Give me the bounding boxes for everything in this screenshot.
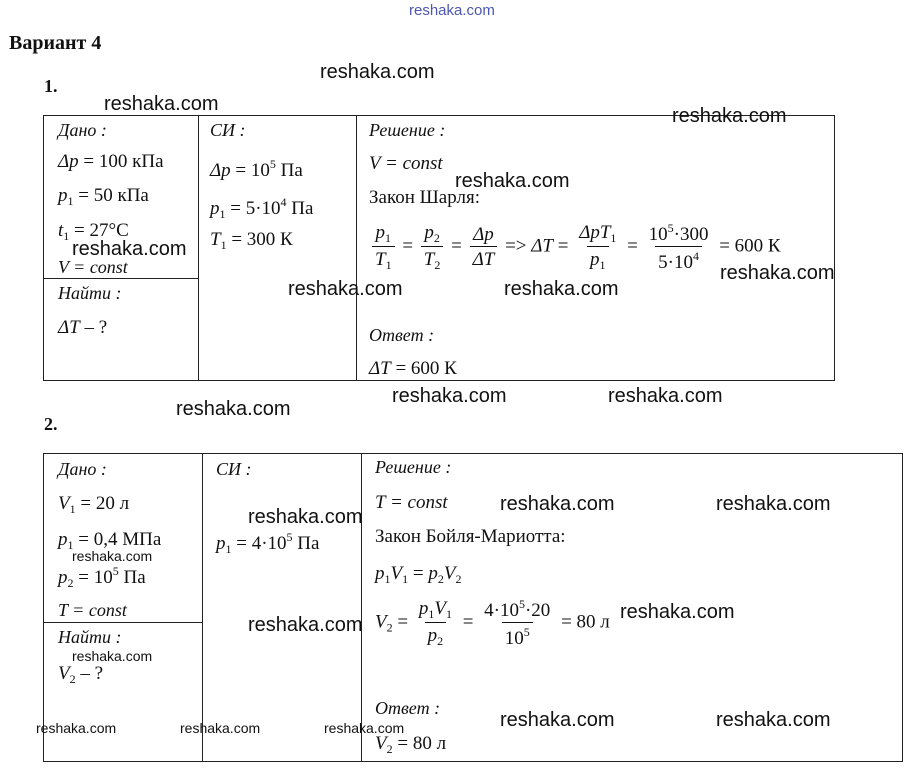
solution-law: Закон Бойля-Мариотта: [375, 526, 566, 547]
site-watermark[interactable]: reshaka.com [716, 493, 831, 515]
site-watermark[interactable]: reshaka.com [72, 648, 153, 664]
site-watermark[interactable]: reshaka.com [248, 506, 363, 528]
page-title: Вариант 4 [9, 32, 102, 54]
site-watermark[interactable]: reshaka.com [620, 601, 735, 623]
site-watermark-top[interactable]: reshaka.com [409, 2, 495, 19]
si-label: СИ : [210, 120, 246, 140]
solution-formula: $\frac{p_1}{T_1}$ = $\frac{p_2}{T_2}$ = $\frac{\Delta p}{\Delta T}$ => ΔT = $\frac{\Delta pT_1}{p_1}$ = $\frac{10^5\cdot 300}{5\cdot 10^4}$ = 600 К [369, 222, 781, 272]
answer-label: Ответ : [369, 325, 435, 345]
site-watermark[interactable]: reshaka.com [320, 61, 435, 83]
si-t1: $T_1 = 300$ К [210, 229, 293, 252]
site-watermark[interactable]: reshaka.com [180, 720, 261, 736]
solution-process: V = const [369, 153, 443, 174]
site-watermark[interactable]: reshaka.com [500, 709, 615, 731]
answer-value: ΔT = 600 К [369, 358, 457, 379]
solution-process: T = const [375, 492, 448, 513]
given-v1: $V_1 = 20$ л [58, 493, 130, 516]
given-p1: $p_1 = 50$ кПа [58, 185, 149, 208]
problem-1-number: 1. [44, 76, 58, 96]
site-watermark[interactable]: reshaka.com [504, 278, 619, 300]
site-watermark[interactable]: reshaka.com [500, 493, 615, 515]
find-v2: $V_2$ – ? [58, 663, 104, 686]
site-watermark[interactable]: reshaka.com [716, 709, 831, 731]
given-label: Дано : [58, 459, 107, 479]
given-process: T = const [58, 600, 127, 620]
site-watermark[interactable]: reshaka.com [720, 262, 835, 284]
si-label: СИ : [216, 459, 252, 479]
site-watermark[interactable]: reshaka.com [672, 105, 787, 127]
solution-label: Решение : [369, 120, 446, 140]
site-watermark[interactable]: reshaka.com [455, 170, 570, 192]
solution-label: Решение : [375, 457, 452, 477]
si-p1: $p_1 = 5\cdot 10^4$ Па [210, 195, 314, 221]
site-watermark[interactable]: reshaka.com [392, 385, 507, 407]
given-process: V = const [58, 257, 128, 277]
si-p1: $p_1 = 4\cdot 10^5$ Па [216, 530, 320, 556]
find-label: Найти : [58, 627, 122, 647]
site-watermark[interactable]: reshaka.com [36, 720, 117, 736]
problem-2-number: 2. [44, 414, 58, 434]
given-delta-p: Δp = 100 кПа [58, 151, 164, 172]
si-delta-p: $\Delta p = 10^5$ Па [210, 157, 303, 181]
site-watermark[interactable]: reshaka.com [72, 548, 153, 564]
answer-value: $V_2 = 80$ л [375, 733, 447, 756]
given-label: Дано : [58, 120, 107, 140]
answer-label: Ответ : [375, 698, 441, 718]
site-watermark[interactable]: reshaka.com [248, 614, 363, 636]
site-watermark[interactable]: reshaka.com [608, 385, 723, 407]
site-watermark[interactable]: reshaka.com [324, 720, 405, 736]
solution-equation: $p_1V_1 = p_2V_2$ [375, 563, 462, 586]
site-watermark[interactable]: reshaka.com [72, 238, 187, 260]
given-p2: $p_2 = 10^5$ Па [58, 564, 146, 590]
site-watermark[interactable]: reshaka.com [176, 398, 291, 420]
site-watermark[interactable]: reshaka.com [104, 93, 219, 115]
given-p1: $p_1 = 0,4$ МПа [58, 529, 162, 552]
find-delta-t: ΔT – ? [58, 317, 108, 338]
find-label: Найти : [58, 283, 122, 303]
given-t1: $t_1 = 27^\circ C$ [58, 220, 129, 243]
solution-law: Закон Шарля: [369, 187, 480, 208]
site-watermark[interactable]: reshaka.com [288, 278, 403, 300]
solution-formula: $V_2$ = $\frac{p_1V_1}{p_2}$ = $\frac{4\cdot 10^5\cdot 20}{10^5}$ = 80 л [375, 597, 610, 649]
